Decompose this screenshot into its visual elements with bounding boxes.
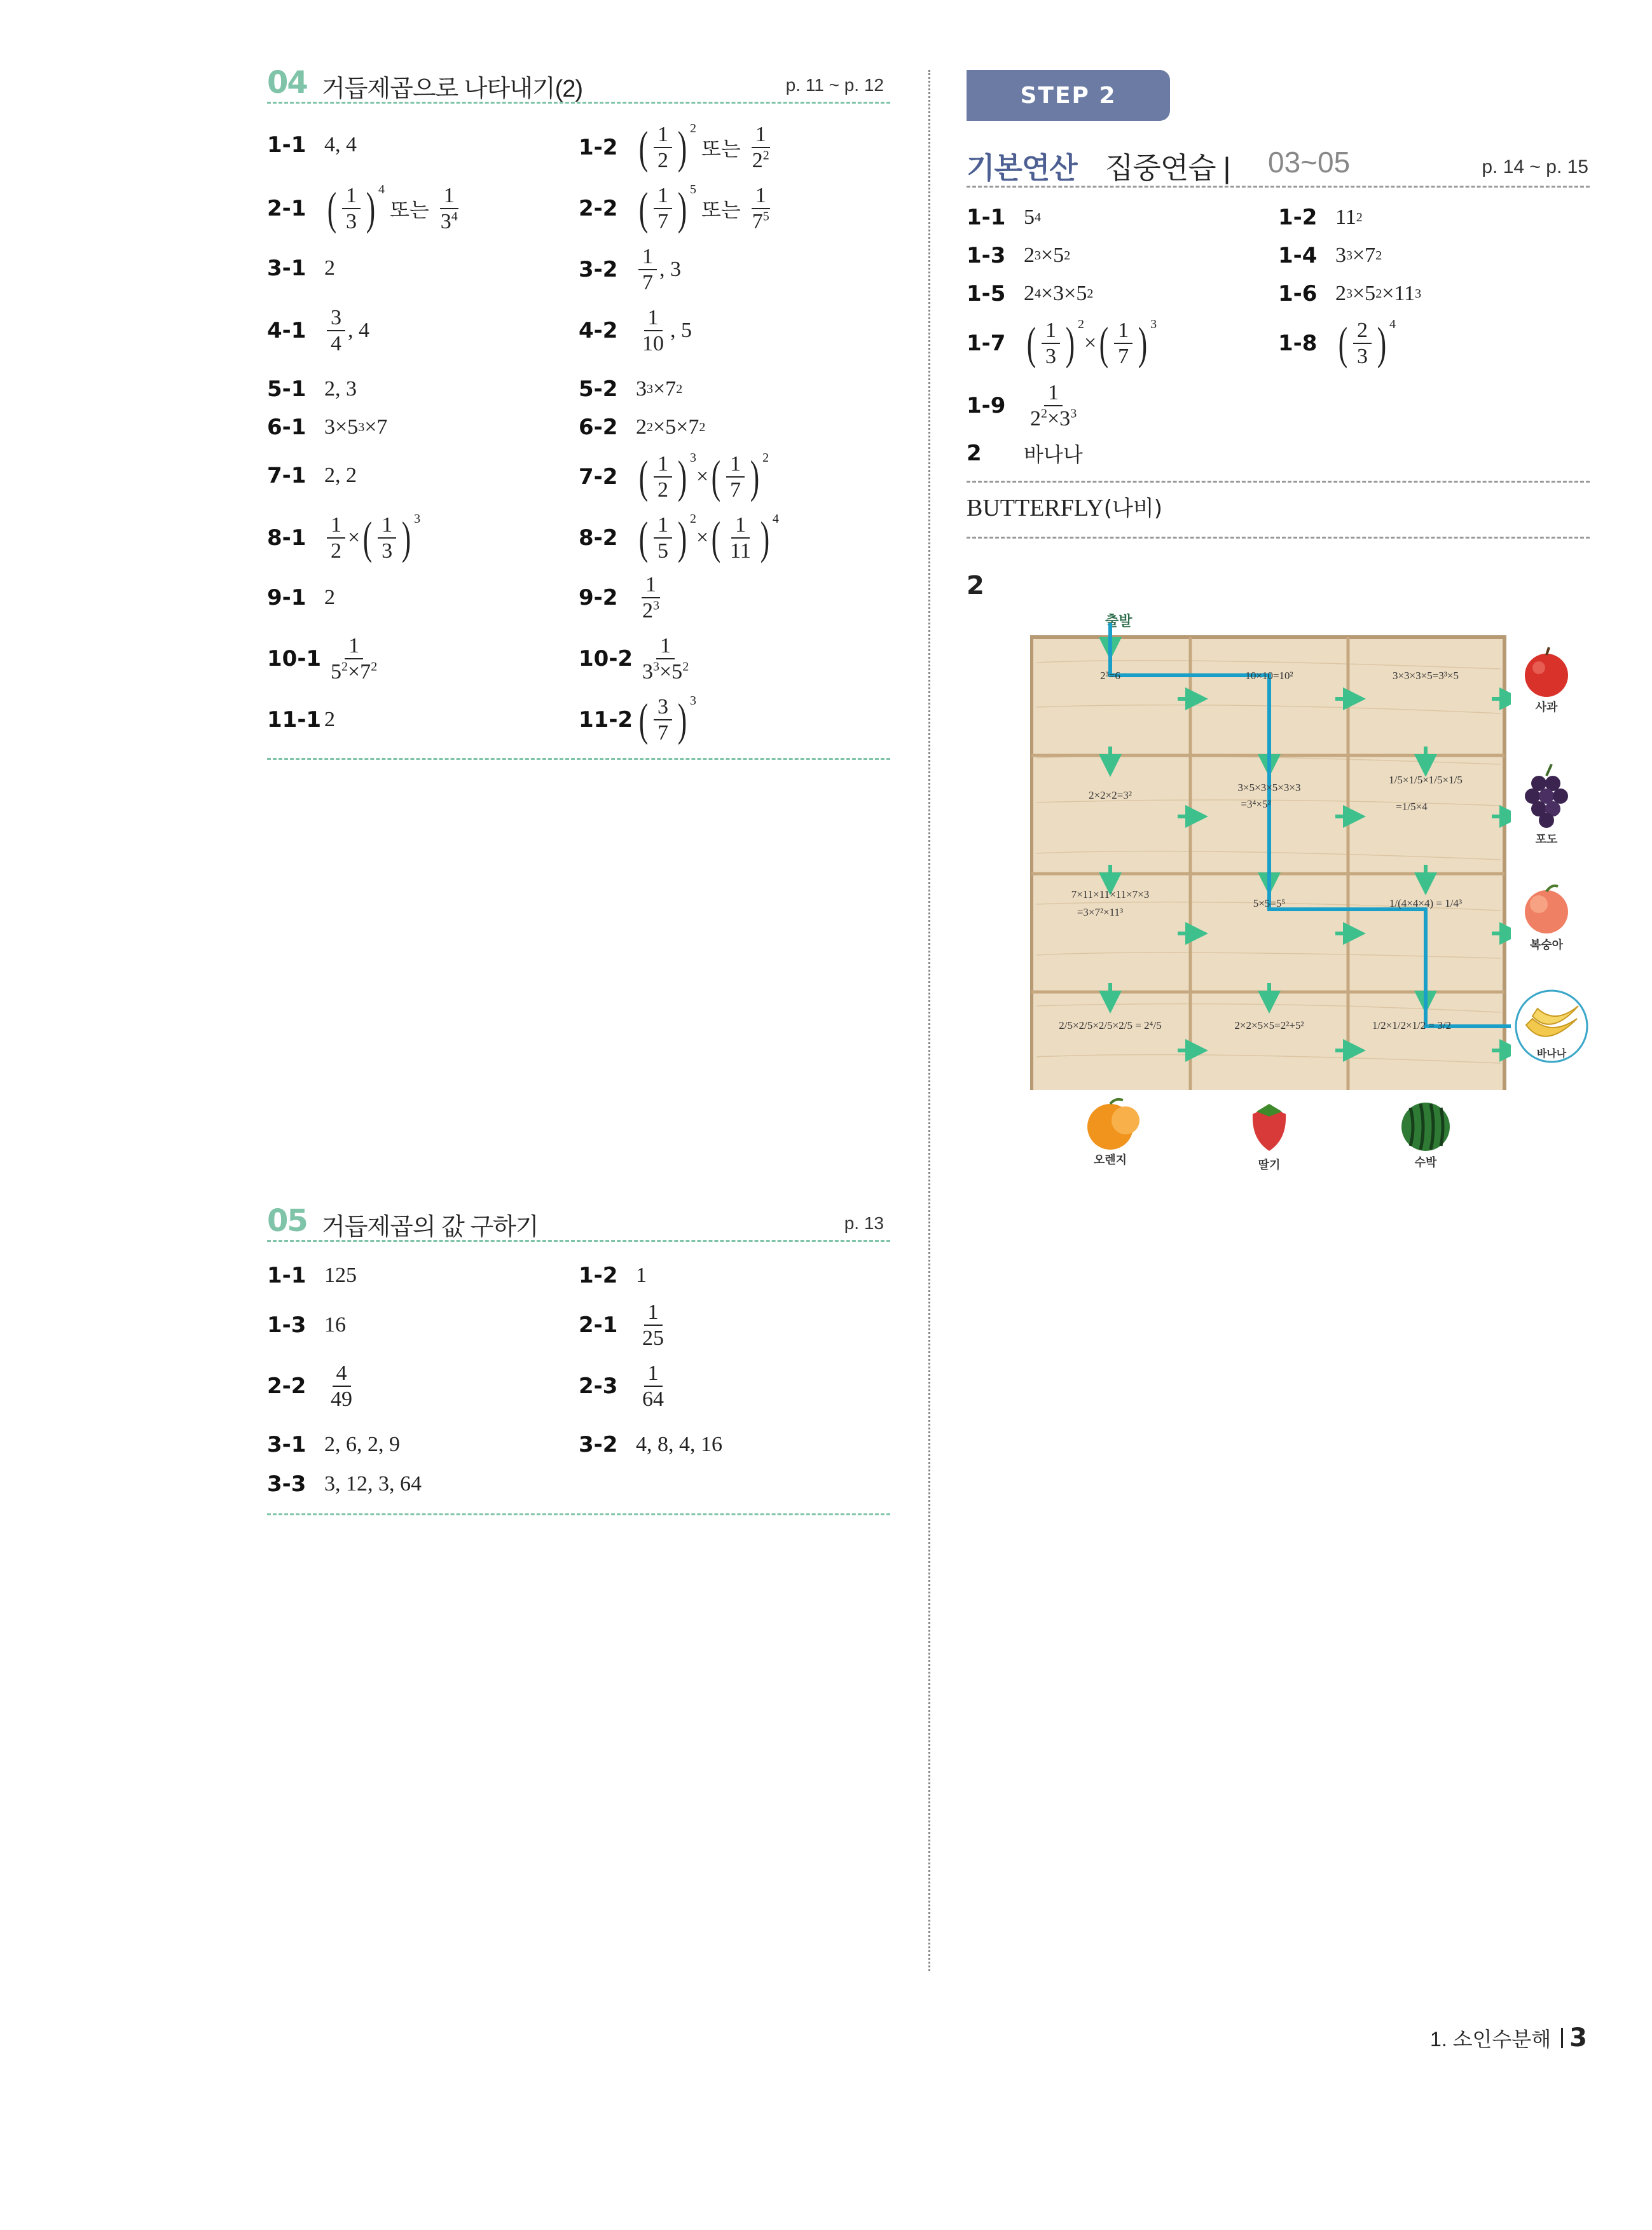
cell-r3c1-line2: =3×7²×11³	[1077, 906, 1124, 918]
section-05-bottom-rule	[267, 1513, 890, 1515]
answer-1-4: 1-4 3 3 ×7 2	[1278, 243, 1382, 268]
banana-icon	[1516, 991, 1587, 1062]
watermelon-label: 수박	[1414, 1156, 1437, 1169]
answer-4-2: 4-2 $\frac{1}{10}$ , 5	[579, 306, 692, 356]
cell-r3c1-line1: 7×11×11×11×7×3	[1071, 888, 1150, 900]
answer-10-2: 10-2 $\frac{1}{3^3\times 5^2}$	[579, 634, 689, 684]
cell-r2c2-line1: 3×5×3×5×3×3	[1237, 781, 1301, 794]
answer-6-2: 6-2 2 2 ×5×7 2	[579, 415, 706, 440]
page-number: 3	[1569, 2023, 1587, 2053]
cell-r4c1: 2/5×2/5×2/5×2/5 = 2⁴/5	[1059, 1019, 1162, 1031]
cell-r4c3: 1/2×1/2×1/2 = 3/2	[1372, 1019, 1452, 1031]
cell-r1c3: 3×3×3×5=3³×5	[1392, 670, 1459, 682]
answer-4-1: 4-1 $\frac{3}{4}$ , 4	[267, 306, 369, 356]
cell-r3c3: 1/(4×4×4) = 1/4³	[1389, 897, 1463, 909]
strawberry-icon	[1253, 1104, 1286, 1172]
grape-icon	[1525, 764, 1568, 846]
section-05	[267, 1202, 890, 1497]
section-title: 거듭제곱으로 나타내기(2)	[322, 76, 583, 102]
cell-r2c3-line1: 1/5×1/5×1/5×1/5	[1389, 774, 1463, 786]
answer-1-3: 1-3 16	[267, 1312, 346, 1338]
answer-6-1: 6-1 3×5 3 ×7	[267, 415, 388, 440]
answer-1-1: 1-1 4, 4	[267, 132, 357, 158]
peach-icon	[1525, 886, 1568, 952]
peach-label: 복숭아	[1529, 939, 1564, 952]
page-range: p. 14 ~ p. 15	[1482, 156, 1588, 177]
strawberry-label: 딸기	[1258, 1159, 1281, 1172]
answer-8-1: 8-1 $\frac{1}{2}$ × ( $\frac{1}{3}$ ) $^3$	[267, 511, 421, 564]
answer-7-1: 7-1 2, 2	[267, 463, 357, 488]
answer-2: 2 바나나	[967, 441, 1083, 467]
answer-2-1: 2-1 $\frac{1}{25}$	[579, 1300, 664, 1351]
answer-1-5: 1-5 2 4 ×3×5 2	[967, 281, 1094, 306]
section-05-header	[267, 1202, 890, 1242]
answer-1-9: 1-9 $\frac{1}{2^2\times 3^3}$	[967, 381, 1077, 431]
answer-3-3: 3-3 3, 12, 3, 64	[267, 1471, 422, 1497]
answer-3-1: 3-1 2, 6, 2, 9	[267, 1432, 400, 1457]
cell-r1c1: 2³=6	[1100, 670, 1120, 682]
cell-r2c3-line2: =1/5×4	[1396, 801, 1428, 813]
cell-r4c2: 2×2×5×5=2²+5²	[1234, 1019, 1304, 1031]
answer-2-3: 2-3 $\frac{1}{64}$	[579, 1361, 664, 1412]
answer-1-2: 1-2 11 2	[1278, 205, 1363, 230]
step2-title-secondary: 집중연습 |	[1105, 151, 1230, 184]
answer-10-1: 10-1 $\frac{1}{5^2\times 7^2}$	[267, 634, 378, 684]
footer-divider	[1561, 2028, 1563, 2048]
answer-1-6: 1-6 2 3 ×5 2 ×11 3	[1278, 281, 1422, 306]
section-04	[267, 64, 890, 746]
banana-label: 바나나	[1536, 1047, 1567, 1059]
answer-2-2: 2-2 ( $\frac{1}{7}$ ) $^5$ 또는 $\frac{1}{7^5}$	[579, 182, 769, 235]
answer-9-2: 9-2 $\frac{1}{2^3}$	[579, 573, 659, 623]
answer-9-1: 9-1 2	[267, 585, 335, 610]
section-04-bottom-rule	[267, 758, 890, 760]
answer-1-2: 1-2 1	[579, 1263, 647, 1288]
cell-r1c2: 10×10=10²	[1245, 670, 1293, 682]
start-label: 출발	[1105, 614, 1132, 630]
grape-label: 포도	[1535, 833, 1558, 846]
orange-icon	[1087, 1099, 1139, 1167]
answer-3-1: 3-1 2	[267, 256, 335, 281]
answer-2-2: 2-2 $\frac{4}{49}$	[267, 1361, 352, 1412]
answer-1-7: 1-7 ( $\frac{1}{3}$ ) $^2$ × ( $\frac{1}{7}$ ) $^3$	[967, 317, 1157, 369]
apple-icon	[1525, 647, 1568, 714]
answer-11-1: 11-1 2	[267, 707, 335, 733]
answer-5-1: 5-1 2, 3	[267, 376, 357, 402]
step2-title-range: 03~05	[1268, 146, 1351, 179]
cell-r2c1: 2×2×2=3²	[1089, 789, 1132, 801]
answer-1-2: 1-2 ( $\frac{1}{2}$ ) $^2$ 또는 $\frac{1}{2^2}$	[579, 121, 769, 174]
answer-3-2: 3-2 4, 8, 4, 16	[579, 1432, 722, 1457]
answer-1-1: 1-1 125	[267, 1263, 357, 1288]
page-range: p. 11 ~ p. 12	[785, 75, 884, 95]
page-footer	[1430, 2023, 1587, 2053]
answer-2-1: 2-1 ( $\frac{1}{3}$ ) $^4$ 또는 $\frac{1}{3^4}$	[267, 182, 458, 235]
butterfly-bottom-rule	[967, 537, 1590, 539]
question-2-label: 2	[967, 571, 984, 600]
step-2-badge: STEP 2	[967, 70, 1170, 121]
answer-7-2: 7-2 ( $\frac{1}{2}$ ) $^3$ × ( $\frac{1}{7}$ ) $^2$	[579, 450, 769, 503]
section-number: 04	[267, 65, 307, 100]
answer-3-2: 3-2 $\frac{1}{7}$ , 3	[579, 245, 681, 295]
answer-11-2: 11-2 ( $\frac{3}{7}$ ) $^3$	[579, 693, 696, 746]
hidden-word: BUTTERFLY(나비)	[967, 495, 1162, 521]
chapter-title: 1. 소인수분해	[1430, 2028, 1552, 2051]
answer-1-3: 1-3 2 3 ×5 2	[967, 243, 1071, 268]
butterfly-top-rule	[967, 481, 1590, 483]
fruit-icons	[1030, 612, 1602, 1184]
cell-r2c2-line2: =3⁴×5²	[1241, 798, 1271, 810]
apple-label: 사과	[1535, 701, 1558, 714]
cell-r3c2: 5×5=5⁵	[1253, 897, 1286, 909]
section-04-header	[267, 64, 890, 104]
answer-8-2: 8-2 ( $\frac{1}{5}$ ) $^2$ × ( $\frac{1}{11}$ ) $^4$	[579, 511, 779, 564]
watermelon-icon	[1401, 1103, 1450, 1169]
step2-title-primary: 기본연산	[967, 151, 1077, 184]
page-range: p. 13	[844, 1213, 884, 1233]
column-divider	[928, 70, 930, 1971]
section-number: 05	[267, 1203, 307, 1239]
step2-header	[967, 140, 1590, 188]
answer-5-2: 5-2 3 3 ×7 2	[579, 376, 683, 402]
section-title: 거듭제곱의 값 구하기	[322, 1214, 539, 1241]
answer-1-1: 1-1 5 4	[967, 205, 1041, 230]
answer-1-8: 1-8 ( $\frac{2}{3}$ ) $^4$	[1278, 317, 1396, 369]
orange-label: 오렌지	[1093, 1153, 1127, 1167]
